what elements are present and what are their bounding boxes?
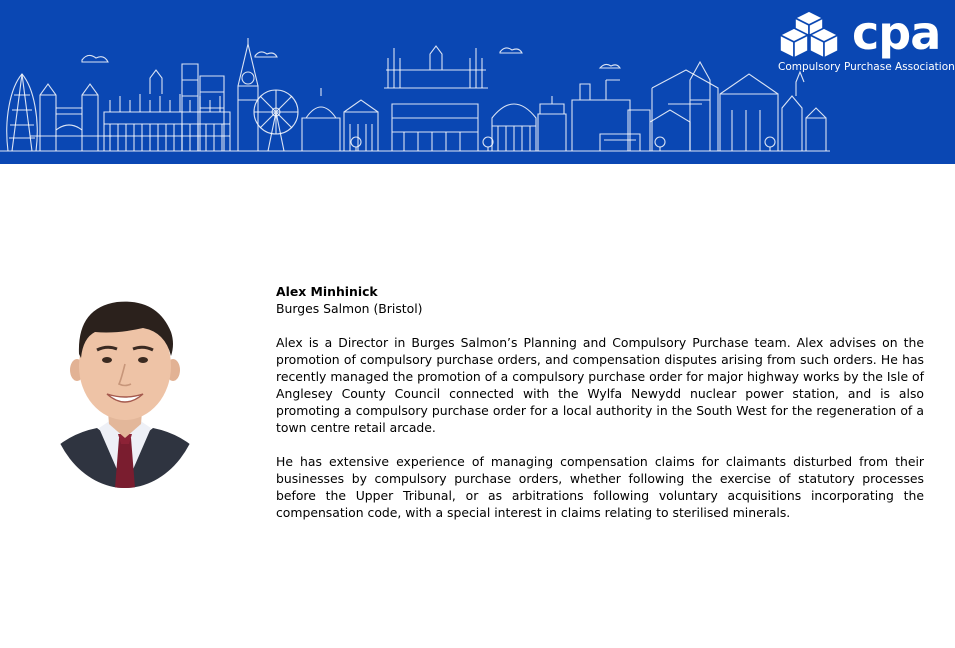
cpa-logo[interactable] xyxy=(776,6,955,76)
cubes-icon xyxy=(776,10,842,60)
bio-paragraph-2: He has extensive experience of managing compensation claims for claimants disturbed from their businesses by compulsory purchase orders, whether following the exercise of statutory processes before the Upper Tribunal, or as arbitrations following voluntary acquisitions incorporating the compensation code, with a special interest in claims relating to sterilised minerals. xyxy=(276,454,924,520)
header-banner xyxy=(0,0,955,164)
profile-content xyxy=(276,283,924,521)
bio-paragraph-1: Alex is a Director in Burges Salmon’s Planning and Compulsory Purchase team. Alex advises on the promotion of compulsory purchase orders, and compensation disputes arising from such orders. He has recently managed the promotion of a compulsory purchase order for major highway works by the Isle of Anglesey County Council connected with the Wylfa Newydd nuclear power station, and is also promoting a compulsory purchase order for a local authority in the South West for the regeneration of a town centre retail arcade. xyxy=(276,335,924,435)
logo-subtitle: Compulsory Purchase Association xyxy=(778,61,955,73)
logo-wordmark: cpa xyxy=(852,6,941,60)
portrait-photo xyxy=(47,288,203,488)
profile-name: Alex Minhinick xyxy=(276,284,378,299)
profile-organisation: Burges Salmon (Bristol) xyxy=(276,301,423,316)
person-avatar-icon xyxy=(47,288,203,488)
